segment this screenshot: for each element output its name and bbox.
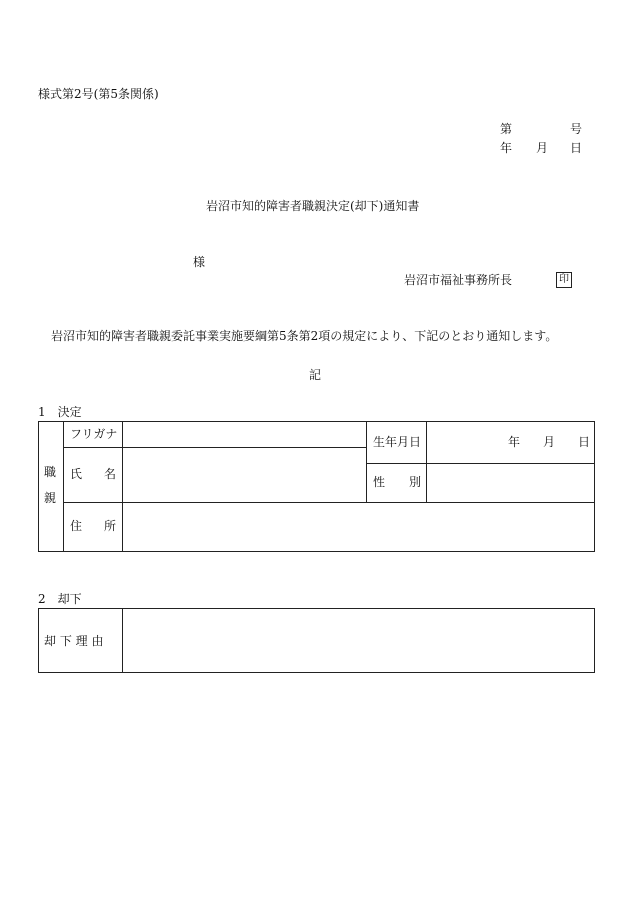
document-number-prefix: 第 — [500, 122, 513, 136]
gender-label-part1: 性 — [373, 475, 386, 489]
birth-day: 日 — [578, 435, 591, 449]
name-label-part1: 氏 — [70, 467, 83, 481]
address-label-part1: 住 — [70, 519, 83, 533]
date-year: 年 — [500, 141, 513, 155]
section1-heading: 1 決定 — [38, 405, 82, 419]
furigana-label: フリガナ — [70, 427, 118, 441]
address-label-part2: 所 — [104, 519, 117, 533]
birth-month: 月 — [543, 435, 556, 449]
form-number: 様式第2号(第5条関係) — [38, 87, 159, 101]
gender-label-part2: 別 — [409, 475, 422, 489]
body-text: 岩沼市知的障害者職親委託事業実施要綱第5条第2項の規定により、下記のとおり通知します。 — [51, 329, 558, 343]
name-field[interactable] — [123, 448, 366, 502]
reason-label: 却 下 理 由 — [44, 634, 104, 648]
issuer-name: 岩沼市福祉事務所長 — [404, 273, 513, 287]
furigana-field[interactable] — [123, 422, 366, 447]
reason-field[interactable] — [123, 609, 594, 672]
address-field[interactable] — [123, 503, 594, 551]
side-label-char: 親 — [44, 491, 57, 505]
table-divider — [366, 421, 367, 502]
recipient-suffix: 様 — [193, 255, 206, 269]
date-month: 月 — [536, 141, 549, 155]
record-heading: 記 — [309, 368, 322, 382]
page-title: 岩沼市知的障害者職親決定(却下)通知書 — [206, 199, 420, 213]
table-divider — [63, 421, 64, 552]
side-label-char: 職 — [44, 465, 57, 479]
name-label-part2: 名 — [104, 467, 117, 481]
date-day: 日 — [570, 141, 583, 155]
document-number-suffix: 号 — [570, 122, 583, 136]
birth-year: 年 — [508, 435, 521, 449]
gender-field[interactable] — [427, 464, 594, 502]
seal-mark: 印 — [556, 272, 572, 288]
section2-heading: 2 却下 — [38, 592, 82, 606]
birthdate-label: 生年月日 — [373, 435, 422, 449]
